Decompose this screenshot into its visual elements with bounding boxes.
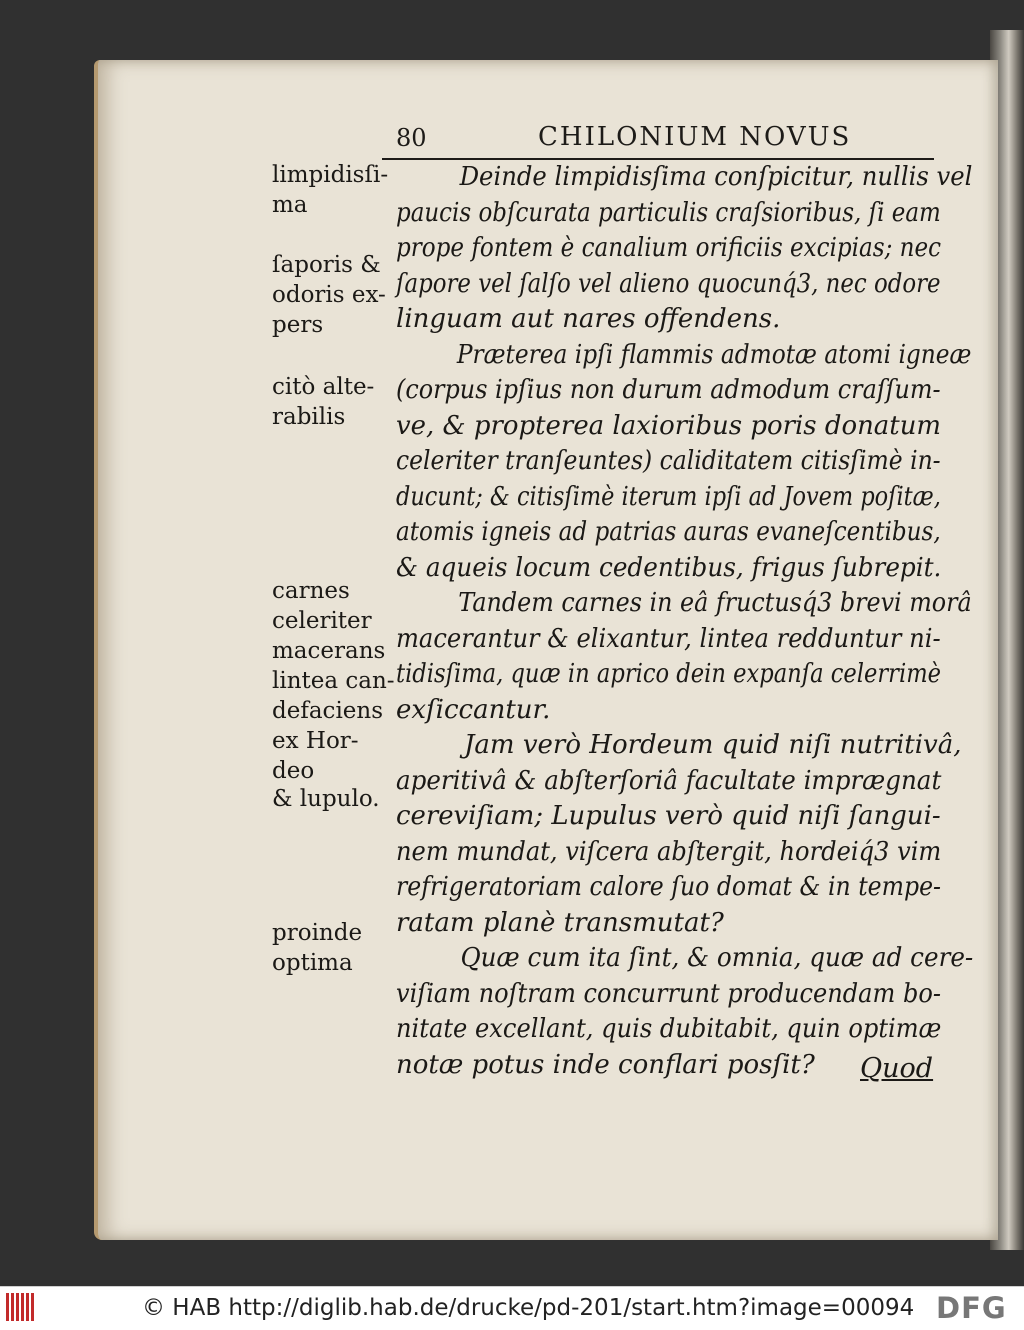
margin-note-line: celeriter [272, 608, 372, 634]
margin-note-line: macerans [272, 638, 386, 664]
margin-note-line: deo [272, 758, 315, 784]
text-line: Tandem carnes in eâ fructusq́3 brevi morâ [458, 588, 972, 618]
text-line: celeriter tranſeuntes) caliditatem citisſimè in- [396, 446, 941, 476]
text-line: ratam planè transmutat? [396, 907, 724, 938]
footer-bar [0, 1286, 1024, 1330]
margin-note-line: rabilis [272, 404, 346, 430]
margin-note-line: ſaporis & [272, 252, 381, 278]
text-line: exſiccantur. [396, 694, 551, 725]
running-head: CHILONIUM NOVUS [538, 122, 852, 152]
text-line: paucis obſcurata particulis craſsioribus, ſi eam [396, 197, 941, 228]
margin-note-line: lintea can- [272, 668, 395, 694]
text-line: cereviſiam; Lupulus verò quid niſi ſangui- [396, 801, 941, 831]
margin-note-limpidissima [272, 160, 390, 220]
main-text [396, 160, 974, 1083]
text-line: (corpus ipſius non durum admodum craſſum- [396, 375, 941, 405]
paragraph-4 [396, 728, 962, 941]
text-line: Quæ cum ita ſint, & omnia, quæ ad cere- [460, 943, 974, 973]
text-line: prope fontem è canalium orificiis excipias; nec [396, 233, 942, 263]
margin-note-line: ex Hor- [272, 728, 359, 754]
text-line: aperitivâ & abſterſoriâ facultate imprægnat [396, 765, 942, 796]
margin-note-line: optima [272, 950, 353, 976]
margin-note-alterabilis [272, 372, 390, 432]
margin-note-line: & lupulo. [272, 786, 380, 812]
text-line: Præterea ipſi flammis admotæ atomi igneæ [456, 339, 972, 370]
text-line: & aqueis locum cedentibus, frigus ſubrepit. [396, 552, 942, 583]
text-line: Deinde limpidisſima conſpicitur, nullis vel [459, 162, 973, 192]
text-line: ſapore vel ſalſo vel alieno quocunq́3, nec odore [396, 268, 941, 299]
margin-note-line: citò alte- [272, 374, 375, 400]
text-line: Jam verò Hordeum quid niſi nutritivâ, [464, 730, 962, 760]
margin-note-line: odoris ex- [272, 282, 386, 308]
text-line: atomis igneis ad patrias auras evaneſcentibus, [396, 517, 941, 547]
text-line: ducunt; & citisſimè iterum ipſi ad Jovem poſitæ, [396, 481, 941, 512]
dfg-logo: DFG [936, 1291, 1007, 1325]
hab-logo-icon [6, 1293, 46, 1323]
catchword: Quod [860, 1053, 934, 1084]
copyright-link[interactable]: © HAB http://diglib.hab.de/drucke/pd-201/start.htm?image=00094 [142, 1295, 915, 1321]
text-line: linguam aut nares offendens. [396, 304, 781, 334]
margin-note-optima [272, 918, 390, 978]
paragraph-3 [396, 586, 972, 728]
paragraph-1 [396, 160, 973, 338]
margin-note-lupulo [272, 784, 390, 814]
page-number: 80 [396, 124, 427, 152]
margin-note-saporis [272, 250, 390, 340]
margin-note-line: limpidisſi- [272, 162, 389, 188]
margin-note-line: carnes [272, 578, 350, 604]
text-line: nem mundat, viſcera abſtergit, hordeiq́3 vim [396, 836, 942, 867]
margin-note-line: defaciens [272, 698, 384, 724]
margin-note-line: ma [272, 192, 308, 218]
text-line: notæ potus inde conflari posſit? [396, 1049, 815, 1080]
text-line: refrigeratoriam calore ſuo domat & in tempe- [396, 872, 942, 902]
text-line: viſiam noſtram concurrunt producendam bo- [396, 978, 941, 1009]
text-line: tidisſima, quæ in aprico dein expanſa celerrimè [396, 659, 942, 689]
text-line: nitate excellant, quis dubitabit, quin optimæ [396, 1014, 942, 1044]
paragraph-2 [396, 338, 972, 587]
text-line: ve, & propterea laxioribus poris donatum [396, 410, 942, 441]
page-header [390, 120, 940, 160]
text-line: macerantur & elixantur, lintea redduntur ni- [396, 623, 941, 654]
margin-note-line: proinde [272, 920, 363, 946]
margin-note-line: pers [272, 312, 324, 338]
margin-note-carnes [272, 576, 395, 786]
